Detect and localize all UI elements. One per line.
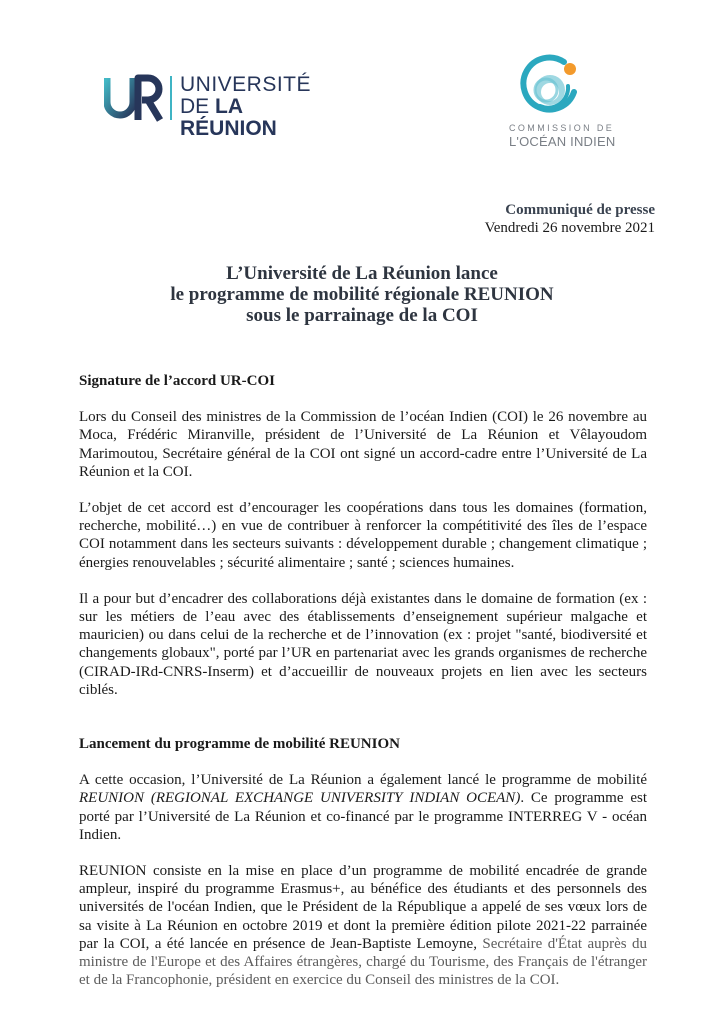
- paragraph: [79, 862, 647, 989]
- section-heading: Lancement du programme de mobilité REUNION: [79, 736, 400, 753]
- ur-wordmark-prefix: DE: [180, 95, 216, 118]
- document-title: [100, 263, 624, 326]
- coi-wordmark-line1: COMMISSION DE: [509, 123, 615, 133]
- document-body: [79, 372, 647, 1007]
- paragraph-text: . Ce programme est porté par l’Université de La Réunion et co-financé par le programme INTERREG V - océan Indien.: [79, 790, 647, 843]
- coi-wordmark-line2: L'OCÉAN INDIEN: [509, 134, 616, 149]
- press-date: Vendredi 26 novembre 2021: [484, 220, 655, 236]
- section-heading: Signature de l’accord UR-COI: [79, 373, 275, 389]
- title-line-3: sous le parrainage de la COI: [246, 305, 478, 326]
- program-full-name: REUNION (REGIONAL EXCHANGE UNIVERSITY INDIAN OCEAN): [79, 790, 521, 807]
- ur-wordmark-line2: [180, 96, 324, 140]
- paragraph: Il a pour but d’encadrer des collaborations déjà existantes dans le domaine de formation (ex : sur les métiers de l’eau avec des établissements d’enseignement supérieur malgache et mauricien) ou dans celui de la recherche et de l’innovation (ex : projet "santé, biodiversité et changements globaux", porté par l’UR en partenariat avec les grands organismes de recherche (CIRAD-IRd-CNRS-Inserm) et d’accueillir de nouveaux projets en lien avec les secteurs ciblés.: [79, 590, 647, 698]
- title-line-1: L’Université de La Réunion lance: [226, 263, 498, 284]
- press-header: [485, 201, 655, 237]
- universite-la-reunion-logo: [104, 70, 324, 140]
- title-line-2: le programme de mobilité régionale REUNION: [170, 284, 554, 305]
- paragraph-text: A cette occasion, l’Université de La Réunion a également lancé le programme de mobilité: [79, 772, 647, 789]
- section-launch: [79, 735, 647, 989]
- paragraph: [79, 771, 647, 844]
- coi-wordmark: [509, 123, 619, 149]
- press-release-label: Communiqué de presse: [505, 202, 655, 218]
- logo-divider: [170, 76, 172, 120]
- minister-title-text: Secrétaire d'État auprès du ministre de l'Europe et des Affaires étrangères, chargé du Tourisme, des Français de l'étranger et de la Francophonie, président en exercice du Conseil des ministres de la COI.: [79, 935, 647, 989]
- ur-wordmark-bold: LA RÉUNION: [180, 95, 277, 140]
- paragraph-text: REUNION consiste en la mise en place d’un programme de mobilité encadrée de grande ampleur, inspiré du programme Erasmus+, au bénéfice des étudiants et des personnels des universités de l'océan Indien, que le Président de la République a appelé de ses vœux lors de sa visite à La Réunion en octobre 2019 et dont la première édition pilote 2021-22 parrainée par la COI, a été lancée en présence de Jean-Baptiste Lemoyne,: [79, 863, 647, 952]
- ur-wordmark: [180, 74, 324, 140]
- ur-wordmark-line1: UNIVERSITÉ: [180, 73, 312, 96]
- commission-ocean-indien-logo: [509, 52, 630, 152]
- paragraph: Lors du Conseil des ministres de la Commission de l’océan Indien (COI) le 26 novembre au Moca, Frédéric Miranville, président de l’Université de La Réunion et Vêlayoudom Marimoutou, Secrétaire général de la COI ont signé un accord-cadre entre l’Université de La Réunion et la COI.: [79, 409, 647, 480]
- ur-monogram-icon: [104, 74, 164, 122]
- coi-emblem-icon: [520, 52, 580, 114]
- section-signature: [79, 372, 647, 699]
- paragraph: L’objet de cet accord est d’encourager les coopérations dans tous les domaines (formation, recherche, mobilité…) en vue de contribuer à renforcer la compétitivité des îles de l’espace COI notamment dans les secteurs suivants : développement durable ; changement climatique ; énergies renouvelables ; sécurité alimentaire ; santé ; sciences humaines.: [79, 500, 647, 571]
